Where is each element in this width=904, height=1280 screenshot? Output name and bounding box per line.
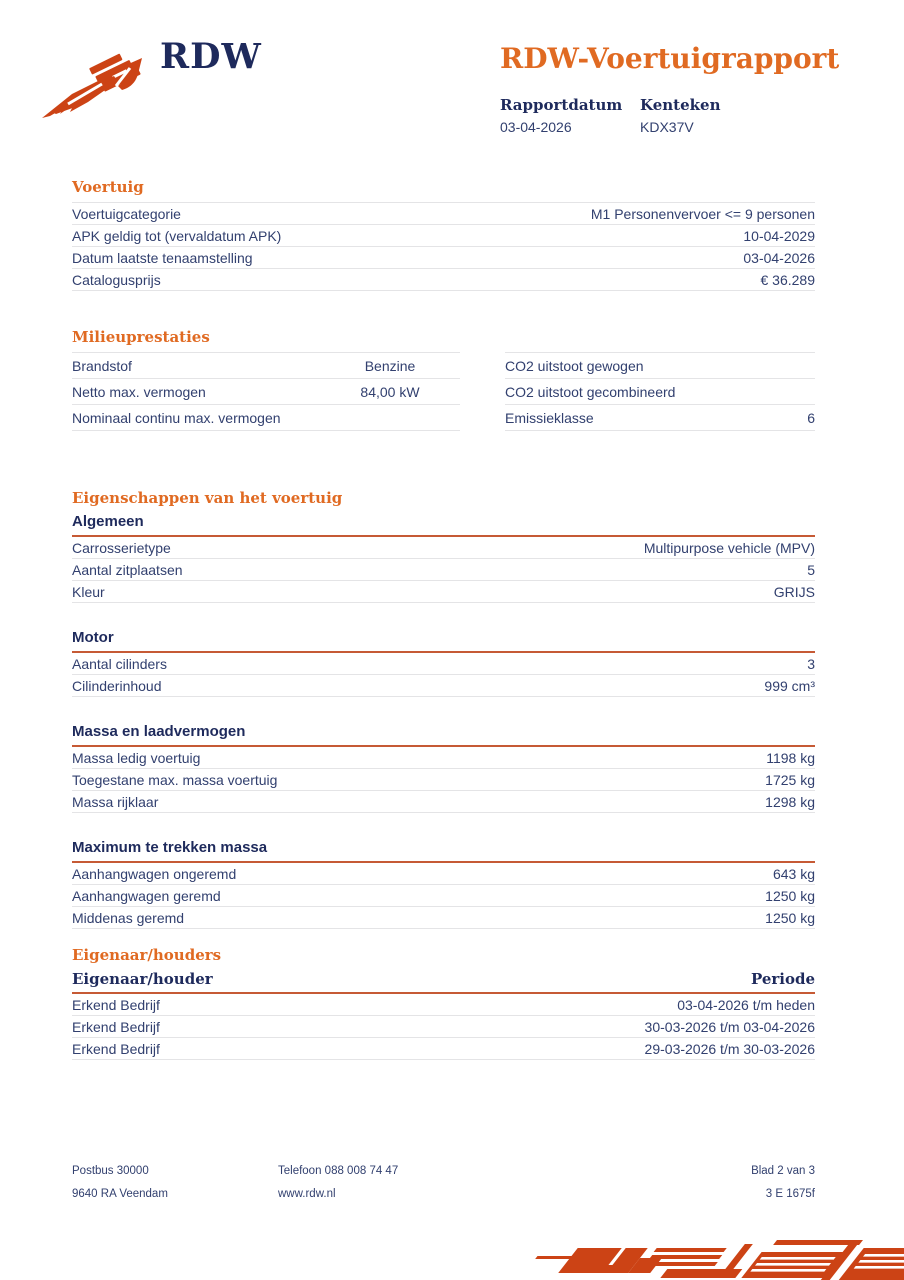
subsection-algemeen: [72, 513, 815, 603]
rdw-logo: [38, 34, 262, 144]
row-value: 1725 kg: [765, 772, 815, 788]
row-label: Kleur: [72, 584, 105, 600]
footer-website[interactable]: www.rdw.nl: [278, 1188, 336, 1200]
table-row: [72, 994, 815, 1016]
subsection-motor: [72, 629, 815, 697]
section-title-milieuprestaties: Milieuprestaties: [72, 328, 210, 346]
feather-logo-icon: [38, 52, 150, 124]
subsection-massa: [72, 723, 815, 813]
subsection-title-trekken: Maximum te trekken massa: [72, 839, 815, 863]
plate-value: KDX37V: [640, 119, 694, 135]
row-label: Massa rijklaar: [72, 794, 159, 810]
row-value: 84,00 kW: [360, 384, 420, 400]
row-value: 643 kg: [772, 866, 815, 882]
row-value: M1 Personenvervoer <= 9 personen: [590, 206, 815, 222]
row-value: 1250 kg: [765, 888, 815, 904]
row-value: 5: [807, 562, 815, 578]
owner-period: 03-04-2026 t/m heden: [677, 997, 815, 1013]
voertuig-rows: [72, 202, 815, 291]
subsection-trekken: [72, 839, 815, 929]
row-label: Netto max. vermogen: [72, 384, 206, 400]
row-value: 1198 kg: [766, 750, 815, 766]
report-date-value: 03-04-2026: [500, 119, 572, 135]
row-label: Datum laatste tenaamstelling: [72, 250, 253, 266]
row-value: 10-04-2029: [743, 228, 815, 244]
table-row: [72, 247, 815, 269]
report-meta: [500, 96, 720, 135]
table-row: [72, 653, 815, 675]
table-row: [72, 537, 815, 559]
row-value: Multipurpose vehicle (MPV): [643, 540, 815, 556]
row-label: Aantal zitplaatsen: [72, 562, 183, 578]
section-title-voertuig: Voertuig: [72, 178, 144, 196]
row-label: Middenas geremd: [72, 910, 185, 926]
section-title-eigenschappen: Eigenschappen van het voertuig: [72, 489, 343, 507]
table-row: [72, 675, 815, 697]
owners-col-period: Periode: [750, 970, 815, 988]
row-label: Aanhangwagen ongeremd: [72, 866, 237, 882]
footer-contact: [278, 1166, 751, 1212]
row-label: CO2 uitstoot gecombineerd: [505, 384, 676, 400]
section-eigenaren: [72, 946, 815, 1060]
speed-stripes-icon: [532, 1240, 904, 1280]
row-label: Toegestane max. massa voertuig: [72, 772, 278, 788]
subsection-title-motor: Motor: [72, 629, 815, 653]
row-label: Nominaal continu max. vermogen: [72, 410, 281, 426]
row-value: 6: [807, 410, 815, 426]
row-value: 3: [807, 656, 815, 672]
row-value: 999 cm³: [764, 678, 815, 694]
owner-name: Erkend Bedrijf: [72, 1041, 160, 1057]
row-label: Emissieklasse: [505, 410, 594, 426]
table-row: [72, 791, 815, 813]
table-row: [72, 225, 815, 247]
row-label: APK geldig tot (vervaldatum APK): [72, 228, 282, 244]
row-label: Catalogusprijs: [72, 272, 161, 288]
table-row: [72, 885, 815, 907]
footer-phone: Telefoon 088 008 74 47: [278, 1165, 399, 1177]
row-value: 03-04-2026: [743, 250, 815, 266]
plate-label: Kenteken: [640, 96, 721, 114]
table-row: [72, 863, 815, 885]
row-label: Cilinderinhoud: [72, 678, 162, 694]
section-milieuprestaties: [72, 328, 815, 431]
owners-rows: [72, 994, 815, 1060]
milieu-rows: [72, 352, 815, 431]
row-value: 1250 kg: [765, 910, 815, 926]
row-label: Carrosserietype: [72, 540, 171, 556]
table-row: [72, 203, 815, 225]
section-eigenschappen: [72, 489, 815, 929]
row-value: GRIJS: [773, 584, 815, 600]
table-row: [72, 747, 815, 769]
table-row: [72, 379, 815, 405]
table-row: [72, 405, 815, 431]
table-row: [72, 559, 815, 581]
row-value: 1298 kg: [765, 794, 815, 810]
table-row: [72, 269, 815, 291]
row-label: Aanhangwagen geremd: [72, 888, 221, 904]
section-title-eigenaren: Eigenaar/houders: [72, 946, 222, 964]
table-row: [72, 907, 815, 929]
row-label: Voertuigcategorie: [72, 206, 181, 222]
row-label: Massa ledig voertuig: [72, 750, 201, 766]
footer-page-indicator: Blad 2 van 3: [751, 1165, 815, 1177]
row-value: Benzine: [364, 358, 416, 374]
owners-col-owner: Eigenaar/houder: [72, 970, 213, 988]
owner-period: 29-03-2026 t/m 30-03-2026: [644, 1041, 815, 1057]
subsection-title-massa: Massa en laadvermogen: [72, 723, 815, 747]
row-label: Brandstof: [72, 358, 132, 374]
page-title: RDW-Voertuigrapport: [500, 42, 840, 75]
report-date-label: Rapportdatum: [500, 96, 623, 114]
row-value: € 36.289: [760, 272, 815, 288]
owner-period: 30-03-2026 t/m 03-04-2026: [644, 1019, 815, 1035]
table-row: [72, 581, 815, 603]
rdw-wordmark: RDW: [160, 36, 262, 77]
footer-address-line2: 9640 RA Veendam: [72, 1188, 168, 1200]
page-footer: [72, 1166, 815, 1212]
row-label: CO2 uitstoot gewogen: [505, 358, 644, 374]
subsection-title-algemeen: Algemeen: [72, 513, 815, 537]
owners-table-header: [72, 970, 815, 994]
table-row: [72, 1016, 815, 1038]
footer-address-line1: Postbus 30000: [72, 1165, 149, 1177]
owner-name: Erkend Bedrijf: [72, 1019, 160, 1035]
footer-form-code: 3 E 1675f: [765, 1188, 815, 1200]
row-label: Aantal cilinders: [72, 656, 167, 672]
section-voertuig: [72, 178, 815, 291]
table-row: [72, 769, 815, 791]
footer-address: [72, 1166, 278, 1212]
table-row: [72, 352, 815, 379]
owner-name: Erkend Bedrijf: [72, 997, 160, 1013]
table-row: [72, 1038, 815, 1060]
footer-page-info: [751, 1166, 815, 1212]
